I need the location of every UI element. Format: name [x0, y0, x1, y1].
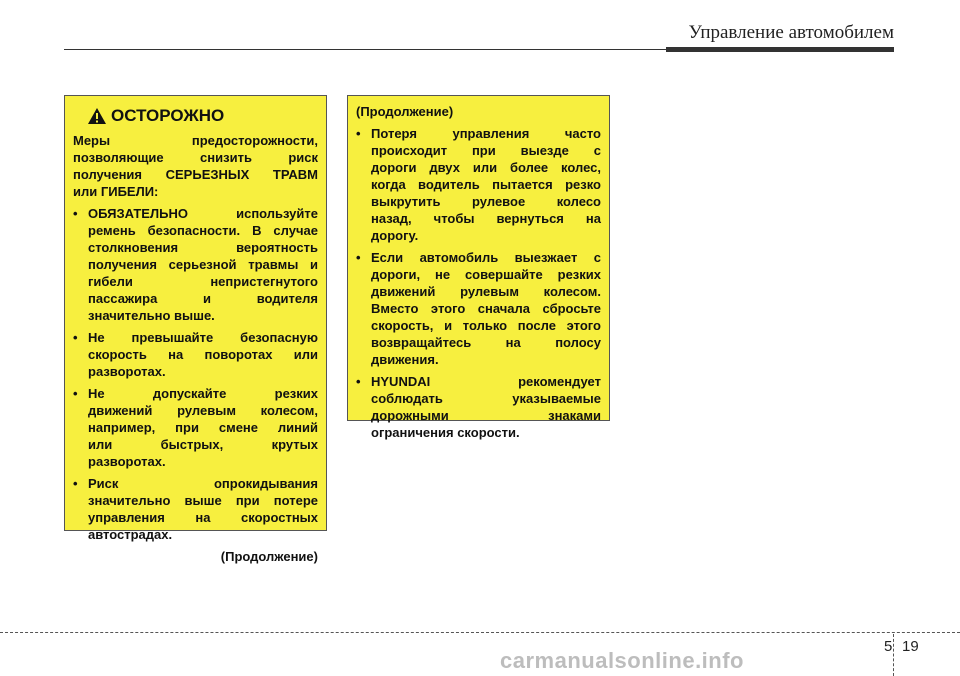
intro-line: или ГИБЕЛИ: — [73, 184, 159, 199]
item-line: назад, чтобы вернуться на — [371, 211, 601, 226]
item-line: движений рулевым колесом. — [371, 284, 601, 299]
caution-heading — [87, 106, 318, 126]
item-line: • Риск опрокидывания — [88, 476, 318, 491]
item-line: пассажира и водителя — [88, 291, 318, 306]
item-line: происходит при выезде с — [371, 143, 601, 158]
item-line: автострадах. — [88, 527, 173, 542]
caution-list-item — [73, 329, 318, 380]
caution-list-item — [356, 373, 601, 441]
item-line: ограничения скорости. — [371, 425, 520, 440]
item-line: столкновения вероятность — [88, 240, 318, 255]
caution-list-item — [73, 475, 318, 543]
item-line: • ОБЯЗАТЕЛЬНО используйте — [88, 206, 318, 221]
item-line: или быстрых, крутых — [88, 437, 318, 452]
item-line: получения серьезной травмы и — [88, 257, 318, 272]
caution-list-item — [73, 205, 318, 324]
item-line: дороги, не совершайте резких — [371, 267, 601, 282]
item-line: ремень безопасности. В случае — [88, 223, 318, 238]
item-line: когда водитель пытается резко — [371, 177, 601, 192]
item-line: дорожными знаками — [371, 408, 601, 423]
caution-list-item — [356, 249, 601, 368]
caution-list — [356, 125, 601, 441]
item-line: дорогу. — [371, 228, 419, 243]
item-line: скорость, и только после этого — [371, 318, 601, 333]
chapter-number: 5 — [884, 638, 893, 655]
item-line: гибели непристегнутого — [88, 274, 318, 289]
item-line: соблюдать указываемые — [371, 391, 601, 406]
intro-line: Меры предосторожности, — [73, 133, 318, 148]
intro-line: получения СЕРЬЕЗНЫХ ТРАВМ — [73, 167, 318, 182]
item-line: движений рулевым колесом, — [88, 403, 318, 418]
item-line: значительно выше при потере — [88, 493, 318, 508]
page-number: 19 — [902, 638, 919, 655]
item-line: • Если автомобиль выезжает с — [371, 250, 601, 265]
caution-list — [73, 205, 318, 543]
item-line: Вместо этого сначала сбросьте — [371, 301, 601, 316]
warning-triangle-icon — [87, 107, 107, 125]
item-line: • Потеря управления часто — [371, 126, 601, 141]
item-line: • HYUNDAI рекомендует — [371, 374, 601, 389]
page-number-divider — [893, 634, 894, 676]
watermark: carmanualsonline.info — [500, 648, 744, 673]
item-line: движения. — [371, 352, 439, 367]
caution-list-item — [73, 385, 318, 470]
caution-intro — [73, 132, 318, 200]
intro-line: позволяющие снизить риск — [73, 150, 318, 165]
item-line: разворотах. — [88, 364, 166, 379]
continued-label: (Продолжение) — [356, 104, 454, 119]
item-line: возвращайтесь на полосу — [371, 335, 601, 350]
item-line: выкрутить рулевое колесо — [371, 194, 601, 209]
item-line: дороги двух или более колес, — [371, 160, 601, 175]
item-line: • Не допускайте резких — [88, 386, 318, 401]
item-line: управления на скоростных — [88, 510, 318, 525]
item-line: скорость на поворотах или — [88, 347, 318, 362]
caution-list-item — [356, 125, 601, 244]
caution-box — [64, 95, 327, 564]
item-line: • Не превышайте безопасную — [88, 330, 318, 345]
page-header-title: Управление автомобилем — [688, 22, 894, 43]
continued-label: (Продолжение) — [220, 549, 318, 564]
item-line: разворотах. — [88, 454, 166, 469]
item-line: например, при смене линий — [88, 420, 318, 435]
caution-box-continued — [347, 95, 610, 440]
item-line: значительно выше. — [88, 308, 215, 323]
header-accent-bar — [666, 47, 894, 52]
caution-title: ОСТОРОЖНО — [111, 106, 225, 125]
footer-rule — [0, 632, 960, 633]
